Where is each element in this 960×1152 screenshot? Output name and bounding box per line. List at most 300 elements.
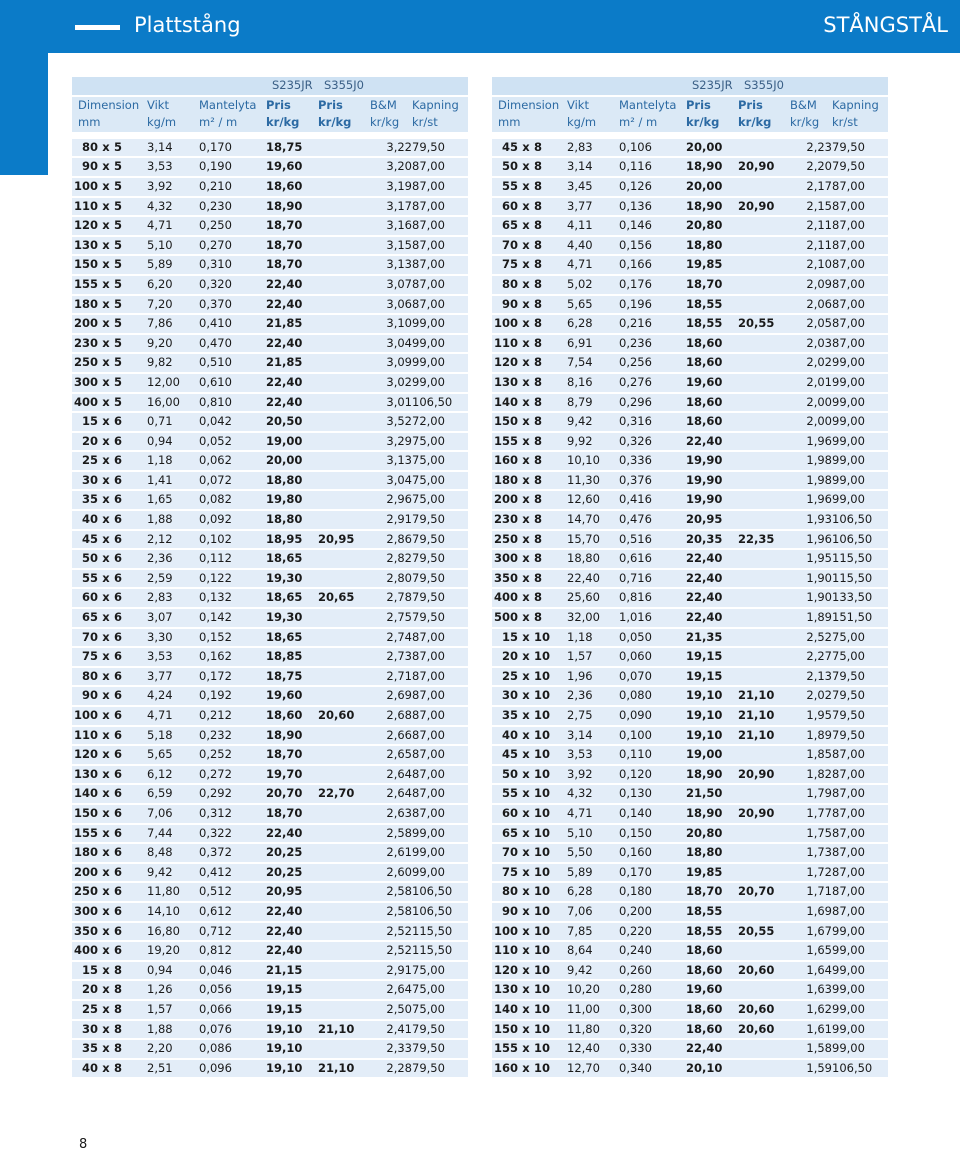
cell-bm: 2,61	[370, 844, 412, 862]
cell-cutting: 79,50	[412, 609, 468, 627]
cell-dimension	[492, 981, 567, 999]
cell-surface: 0,312	[199, 805, 266, 823]
dimension-thickness: 6	[114, 786, 123, 801]
cell-price-s355	[318, 825, 370, 843]
dimension-thickness: 6	[114, 923, 123, 938]
cell-surface: 0,082	[199, 491, 266, 509]
dimension-thickness: 10	[534, 649, 551, 664]
cell-weight: 10,20	[567, 981, 619, 999]
col-cutting: Kapning kr/st	[412, 97, 468, 137]
cell-dimension	[72, 864, 147, 882]
cell-dimension	[72, 687, 147, 705]
cell-price-s355: 21,10	[738, 727, 790, 745]
cell-surface: 0,256	[619, 354, 686, 372]
cell-surface: 1,016	[619, 609, 686, 627]
cell-bm: 1,89	[790, 609, 832, 627]
cell-price-s355	[318, 550, 370, 568]
dimension-separator: x	[522, 316, 530, 331]
dimension-separator: x	[522, 1021, 530, 1036]
price-table-right	[492, 75, 888, 1079]
col-cutting: Kapning kr/st	[832, 97, 888, 137]
cell-bm: 3,15	[370, 237, 412, 255]
cell-price-s355	[738, 589, 790, 607]
dimension-thickness: 6	[114, 433, 123, 448]
dimension-width: 80	[501, 276, 518, 291]
dimension-width: 140	[73, 786, 98, 801]
cell-cutting: 87,00	[412, 687, 468, 705]
cell-price-s355	[738, 903, 790, 921]
cell-bm: 2,20	[790, 158, 832, 176]
cell-weight: 5,65	[567, 296, 619, 314]
cell-price-s235: 22,40	[266, 296, 318, 314]
cell-weight: 3,92	[567, 766, 619, 784]
cell-bm: 2,52	[370, 942, 412, 960]
dimension-width: 130	[493, 982, 518, 997]
cell-weight: 4,11	[567, 217, 619, 235]
cell-price-s355	[318, 962, 370, 980]
dimension-width: 90	[501, 296, 518, 311]
dimension-thickness: 10	[534, 923, 551, 938]
dimension-thickness: 10	[534, 884, 551, 899]
dimension-separator: x	[102, 590, 110, 605]
cell-dimension	[72, 903, 147, 921]
cell-bm: 3,13	[370, 256, 412, 274]
cell-cutting: 99,00	[412, 335, 468, 353]
cell-weight: 12,00	[147, 374, 199, 392]
cell-price-s235: 21,35	[686, 629, 738, 647]
table-row	[72, 609, 468, 627]
cell-bm: 2,05	[790, 315, 832, 333]
cell-weight: 11,80	[567, 1021, 619, 1039]
cell-dimension	[492, 1001, 567, 1019]
cell-cutting: 75,00	[412, 962, 468, 980]
cell-price-s355	[318, 766, 370, 784]
cell-surface: 0,046	[199, 962, 266, 980]
dimension-width: 45	[501, 747, 518, 762]
cell-cutting: 75,00	[832, 648, 888, 666]
cell-bm: 2,10	[790, 256, 832, 274]
table-row	[492, 707, 888, 725]
dimension-width: 400	[493, 590, 518, 605]
cell-price-s355	[738, 452, 790, 470]
cell-surface: 0,372	[199, 844, 266, 862]
cell-price-s235: 18,60	[686, 354, 738, 372]
cell-price-s355	[318, 178, 370, 196]
cell-price-s355	[318, 491, 370, 509]
cell-bm: 3,09	[370, 354, 412, 372]
dimension-width: 20	[501, 649, 518, 664]
dimension-separator: x	[522, 1001, 530, 1016]
cell-price-s355	[738, 629, 790, 647]
cell-price-s355	[738, 1040, 790, 1058]
cell-surface: 0,476	[619, 511, 686, 529]
cell-bm: 1,73	[790, 844, 832, 862]
dimension-width: 250	[73, 884, 98, 899]
dimension-separator: x	[102, 1060, 110, 1075]
cell-bm: 2,78	[370, 589, 412, 607]
cell-bm: 1,69	[790, 903, 832, 921]
cell-dimension	[492, 315, 567, 333]
dimension-width: 160	[493, 1060, 518, 1075]
dimension-separator: x	[522, 708, 530, 722]
cell-bm: 2,02	[790, 687, 832, 705]
grade-spacer-right	[790, 77, 888, 95]
cell-price-s355	[318, 883, 370, 901]
dimension-thickness: 10	[534, 903, 551, 918]
cell-price-s355	[318, 687, 370, 705]
dimension-width: 150	[493, 414, 518, 429]
col-price-s355: Pris kr/kg	[738, 97, 790, 137]
dimension-thickness: 8	[534, 296, 543, 311]
cell-cutting: 99,00	[832, 1021, 888, 1039]
dimension-width: 200	[73, 316, 98, 331]
cell-surface: 0,050	[619, 629, 686, 647]
cell-dimension	[72, 942, 147, 960]
dimension-width: 45	[501, 139, 518, 154]
cell-price-s355: 21,10	[738, 687, 790, 705]
dimension-width: 120	[73, 218, 98, 233]
cell-weight: 4,32	[567, 785, 619, 803]
col-weight: Vikt kg/m	[147, 97, 199, 137]
cell-cutting: 99,00	[832, 1001, 888, 1019]
table-row	[72, 825, 468, 843]
cell-cutting: 87,00	[832, 825, 888, 843]
dimension-width: 110	[493, 943, 518, 958]
price-table-left	[72, 75, 468, 1079]
cell-cutting: 72,00	[412, 413, 468, 431]
table-row	[492, 217, 888, 235]
grade-spacer-right	[370, 77, 468, 95]
dimension-width: 40	[81, 1060, 98, 1075]
dimension-separator: x	[522, 570, 530, 585]
cell-cutting: 87,00	[412, 766, 468, 784]
cell-cutting: 79,50	[832, 727, 888, 745]
cell-price-s355	[738, 237, 790, 255]
dimension-separator: x	[522, 943, 530, 958]
table-row	[72, 276, 468, 294]
cell-bm: 2,50	[370, 1001, 412, 1019]
cell-cutting: 99,00	[412, 844, 468, 862]
cell-price-s355	[318, 746, 370, 764]
cell-weight: 7,20	[147, 296, 199, 314]
cell-weight: 2,51	[147, 1060, 199, 1078]
column-header-row	[72, 97, 468, 137]
cell-weight: 3,14	[147, 139, 199, 157]
dimension-separator: x	[102, 747, 110, 762]
dimension-separator: x	[102, 688, 110, 703]
cell-price-s235: 19,60	[686, 981, 738, 999]
cell-weight: 2,12	[147, 531, 199, 549]
cell-price-s355	[738, 433, 790, 451]
cell-price-s235: 20,10	[686, 1060, 738, 1078]
table-row	[492, 394, 888, 412]
cell-price-s355	[318, 727, 370, 745]
dimension-width: 90	[501, 903, 518, 918]
dimension-thickness: 6	[114, 668, 123, 683]
cell-surface: 0,276	[619, 374, 686, 392]
dimension-width: 140	[493, 394, 518, 409]
cell-price-s355	[738, 511, 790, 529]
cell-dimension	[72, 923, 147, 941]
cell-cutting: 87,00	[412, 256, 468, 274]
dimension-thickness: 6	[114, 512, 123, 527]
cell-bm: 2,80	[370, 570, 412, 588]
cell-price-s355: 20,90	[738, 158, 790, 176]
cell-cutting: 99,00	[832, 1040, 888, 1058]
cell-surface: 0,330	[619, 1040, 686, 1058]
dimension-separator: x	[102, 708, 110, 722]
cell-cutting: 79,50	[412, 511, 468, 529]
cell-surface: 0,320	[619, 1021, 686, 1039]
cell-surface: 0,090	[619, 707, 686, 725]
cell-bm: 2,28	[370, 1060, 412, 1078]
cell-dimension	[72, 276, 147, 294]
dimension-width: 400	[73, 394, 98, 409]
cell-price-s355: 21,10	[318, 1060, 370, 1078]
cell-bm: 1,62	[790, 1001, 832, 1019]
grade-s355j0: S355J0	[318, 77, 370, 95]
cell-bm: 2,66	[370, 727, 412, 745]
cell-dimension	[492, 531, 567, 549]
dimension-thickness: 5	[114, 257, 123, 272]
dimension-separator: x	[522, 1060, 530, 1075]
dimension-width: 130	[73, 237, 98, 252]
cell-bm: 1,63	[790, 981, 832, 999]
cell-surface: 0,230	[199, 198, 266, 216]
cell-price-s235: 18,60	[686, 1001, 738, 1019]
cell-cutting: 99,00	[412, 374, 468, 392]
cell-price-s235: 20,80	[686, 217, 738, 235]
cell-cutting: 75,00	[412, 472, 468, 490]
cell-dimension	[492, 648, 567, 666]
cell-price-s235: 22,40	[686, 1040, 738, 1058]
cell-price-s235: 18,90	[266, 198, 318, 216]
cell-surface: 0,190	[199, 158, 266, 176]
dimension-thickness: 5	[114, 374, 123, 389]
cell-surface: 0,170	[619, 864, 686, 882]
cell-dimension	[492, 883, 567, 901]
table-row	[72, 923, 468, 941]
cell-cutting: 79,50	[832, 707, 888, 725]
cell-surface: 0,080	[619, 687, 686, 705]
cell-dimension	[492, 511, 567, 529]
dimension-separator: x	[102, 962, 110, 977]
cell-price-s235: 18,90	[686, 805, 738, 823]
dimension-thickness: 6	[114, 472, 123, 487]
cell-weight: 0,94	[147, 433, 199, 451]
cell-bm: 1,79	[790, 785, 832, 803]
dimension-width: 120	[493, 962, 518, 977]
cell-dimension	[492, 923, 567, 941]
dimension-separator: x	[102, 276, 110, 291]
cell-bm: 2,82	[370, 550, 412, 568]
cell-weight: 25,60	[567, 589, 619, 607]
dimension-width: 55	[501, 178, 518, 193]
cell-weight: 12,70	[567, 1060, 619, 1078]
cell-price-s355	[738, 844, 790, 862]
cell-cutting: 106,50	[412, 394, 468, 412]
cell-bm: 1,89	[790, 727, 832, 745]
cell-bm: 2,71	[370, 668, 412, 686]
table-row	[492, 531, 888, 549]
cell-bm: 1,72	[790, 864, 832, 882]
dimension-width: 180	[493, 472, 518, 487]
cell-price-s355	[318, 648, 370, 666]
dimension-thickness: 6	[114, 590, 123, 605]
cell-cutting: 99,00	[412, 864, 468, 882]
cell-cutting: 87,00	[412, 198, 468, 216]
cell-weight: 3,92	[147, 178, 199, 196]
cell-dimension	[72, 589, 147, 607]
table-row	[492, 746, 888, 764]
table-row	[492, 315, 888, 333]
table-row	[492, 883, 888, 901]
cell-cutting: 87,00	[832, 237, 888, 255]
cell-surface: 0,076	[199, 1021, 266, 1039]
cell-dimension	[72, 1021, 147, 1039]
table-row	[492, 981, 888, 999]
cell-cutting: 99,00	[832, 433, 888, 451]
dimension-thickness: 8	[534, 218, 543, 233]
cell-surface: 0,300	[619, 1001, 686, 1019]
table-row	[72, 687, 468, 705]
dimension-width: 20	[81, 982, 98, 997]
cell-weight: 2,83	[147, 589, 199, 607]
table-row	[492, 570, 888, 588]
cell-surface: 0,146	[619, 217, 686, 235]
cell-cutting: 87,00	[832, 864, 888, 882]
dimension-width: 30	[81, 472, 98, 487]
cell-bm: 1,95	[790, 707, 832, 725]
dimension-separator: x	[522, 747, 530, 762]
cell-surface: 0,170	[199, 139, 266, 157]
dimension-width: 20	[81, 433, 98, 448]
cell-weight: 1,88	[147, 511, 199, 529]
cell-bm: 2,65	[370, 746, 412, 764]
cell-weight: 2,59	[147, 570, 199, 588]
dimension-width: 140	[493, 1001, 518, 1016]
cell-dimension	[492, 256, 567, 274]
dimension-separator: x	[522, 884, 530, 899]
cell-dimension	[72, 433, 147, 451]
dimension-thickness: 8	[534, 414, 543, 429]
dimension-separator: x	[522, 433, 530, 448]
cell-cutting: 99,00	[832, 413, 888, 431]
dimension-thickness: 10	[534, 1001, 551, 1016]
cell-price-s355	[318, 413, 370, 431]
dimension-separator: x	[102, 531, 110, 546]
table-row	[492, 629, 888, 647]
cell-surface: 0,100	[619, 727, 686, 745]
cell-weight: 15,70	[567, 531, 619, 549]
dimension-separator: x	[102, 766, 110, 781]
dimension-width: 25	[501, 668, 518, 683]
cell-bm: 2,96	[370, 491, 412, 509]
cell-weight: 7,54	[567, 354, 619, 372]
dimension-separator: x	[102, 1001, 110, 1016]
dimension-thickness: 6	[114, 708, 123, 722]
cell-cutting: 79,50	[412, 570, 468, 588]
cell-dimension	[492, 433, 567, 451]
cell-cutting: 79,50	[832, 158, 888, 176]
dimension-thickness: 10	[534, 629, 551, 644]
cell-weight: 4,71	[567, 256, 619, 274]
dimension-width: 30	[501, 688, 518, 703]
table-row	[72, 472, 468, 490]
cell-weight: 0,71	[147, 413, 199, 431]
cell-weight: 7,06	[567, 903, 619, 921]
dimension-thickness: 10	[534, 708, 551, 722]
dimension-thickness: 8	[114, 1001, 123, 1016]
dimension-separator: x	[102, 864, 110, 879]
cell-price-s355	[318, 609, 370, 627]
dimension-separator: x	[102, 551, 110, 566]
cell-surface: 0,376	[619, 472, 686, 490]
dimension-separator: x	[522, 688, 530, 703]
dimension-separator: x	[522, 218, 530, 233]
cell-price-s355	[738, 864, 790, 882]
cell-price-s235: 21,85	[266, 354, 318, 372]
cell-price-s355: 21,10	[738, 707, 790, 725]
grade-header-row	[492, 77, 888, 95]
cell-dimension	[72, 981, 147, 999]
dimension-separator: x	[102, 1021, 110, 1036]
dimension-width: 55	[81, 570, 98, 585]
cell-surface: 0,716	[619, 570, 686, 588]
dimension-separator: x	[522, 845, 530, 860]
cell-price-s355	[738, 276, 790, 294]
cell-cutting: 106,50	[412, 903, 468, 921]
table-row	[492, 903, 888, 921]
cell-surface: 0,320	[199, 276, 266, 294]
cell-bm: 2,86	[370, 531, 412, 549]
dimension-separator: x	[102, 159, 110, 174]
cell-weight: 5,18	[147, 727, 199, 745]
dimension-separator: x	[522, 335, 530, 350]
dimension-separator: x	[102, 492, 110, 507]
cell-weight: 6,28	[567, 315, 619, 333]
cell-bm: 1,85	[790, 746, 832, 764]
dimension-separator: x	[102, 570, 110, 585]
cell-bm: 2,33	[370, 1040, 412, 1058]
cell-weight: 11,00	[567, 1001, 619, 1019]
table-row	[72, 883, 468, 901]
col-bm: B&M kr/kg	[790, 97, 832, 137]
cell-price-s355	[738, 570, 790, 588]
cell-weight: 1,26	[147, 981, 199, 999]
cell-dimension	[72, 158, 147, 176]
dimension-width: 130	[73, 766, 98, 781]
cell-weight: 7,06	[147, 805, 199, 823]
dimension-width: 15	[501, 629, 518, 644]
cell-weight: 12,40	[567, 1040, 619, 1058]
cell-dimension	[492, 296, 567, 314]
cell-dimension	[492, 394, 567, 412]
cell-surface: 0,322	[199, 825, 266, 843]
cell-bm: 3,13	[370, 452, 412, 470]
col-weight: Vikt kg/m	[567, 97, 619, 137]
cell-surface: 0,196	[619, 296, 686, 314]
cell-weight: 1,57	[147, 1001, 199, 1019]
dimension-width: 300	[493, 551, 518, 566]
cell-cutting: 87,00	[832, 198, 888, 216]
cell-weight: 9,42	[567, 413, 619, 431]
cell-surface: 0,122	[199, 570, 266, 588]
cell-bm: 2,60	[370, 864, 412, 882]
dimension-separator: x	[102, 218, 110, 233]
cell-price-s355: 20,60	[738, 962, 790, 980]
table-row	[492, 727, 888, 745]
